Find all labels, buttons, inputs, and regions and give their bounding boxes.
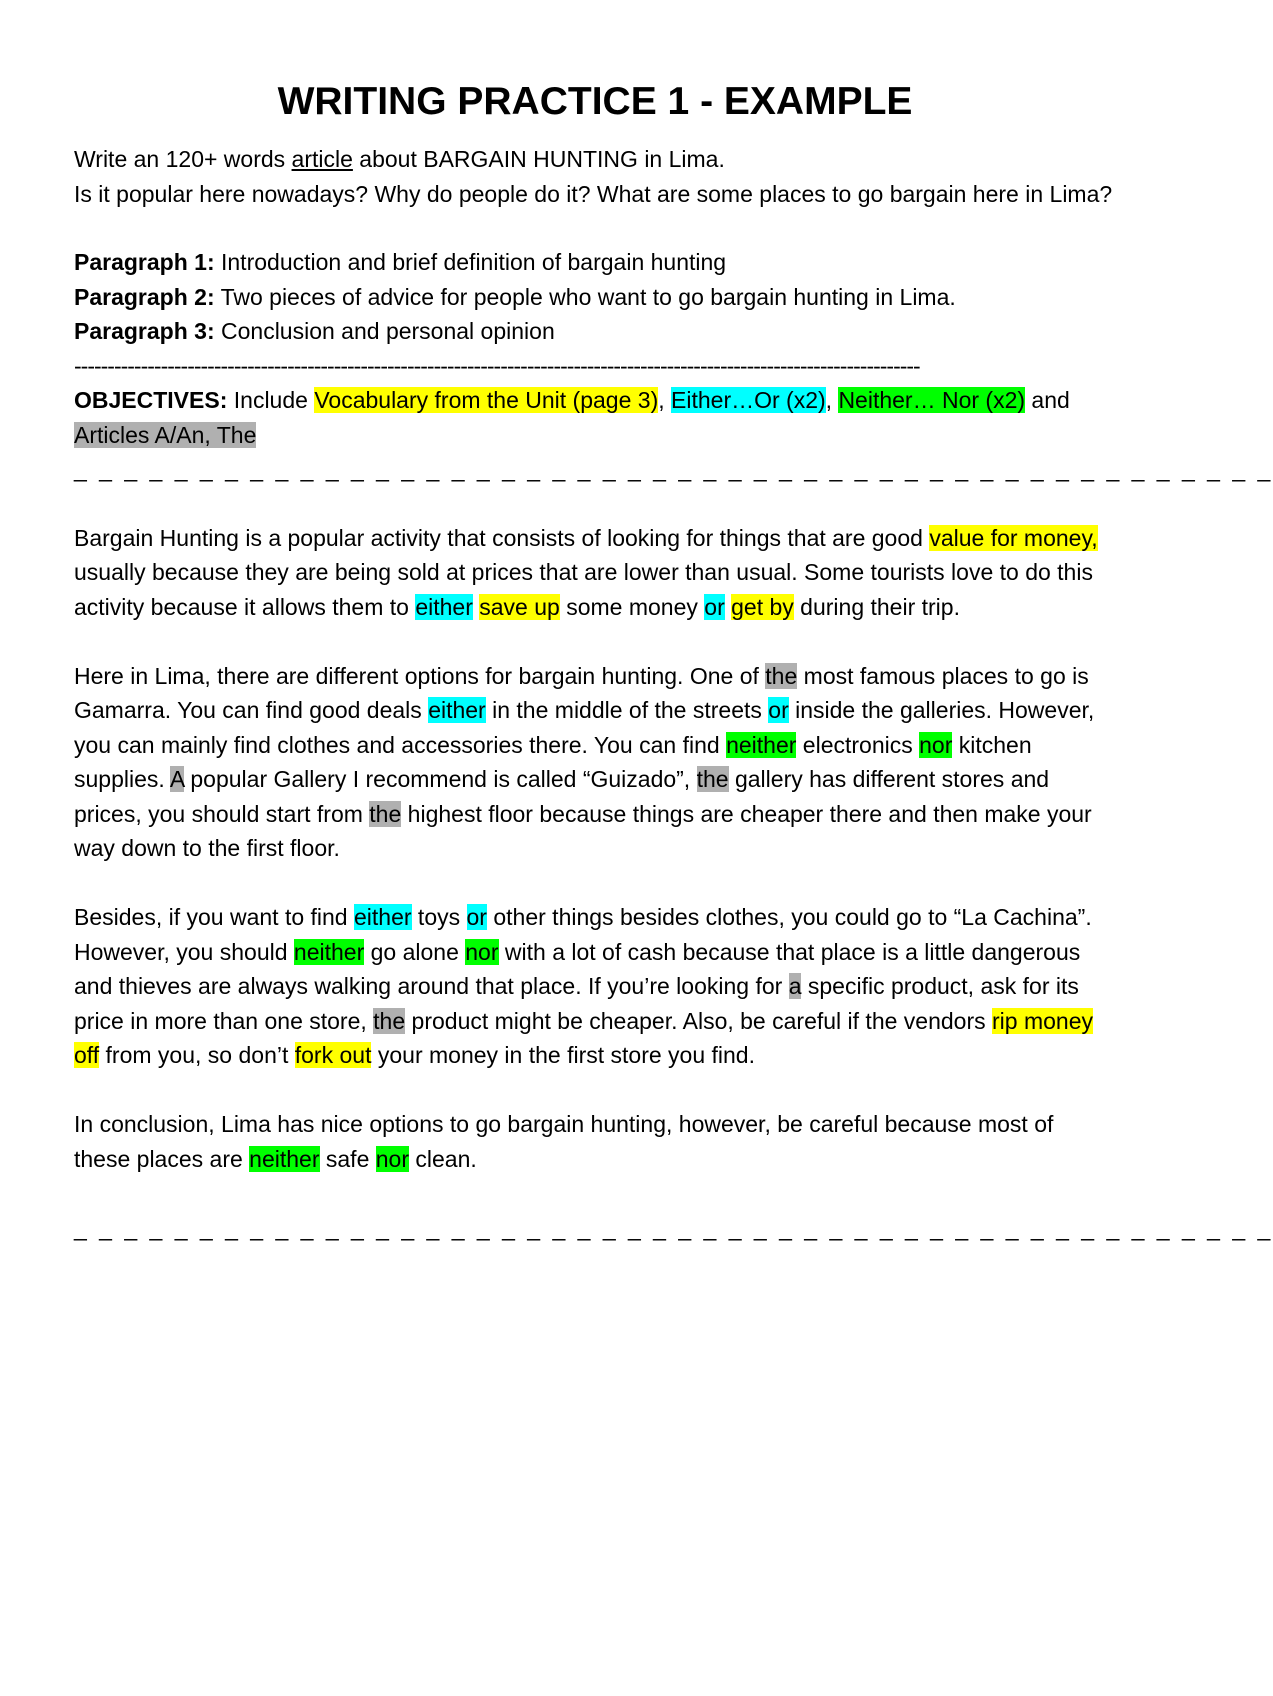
highlight-either-or: either: [354, 904, 412, 930]
outline-paragraph-3: [74, 314, 1116, 349]
objectives: [74, 383, 1116, 452]
text: popular Gallery I recommend is called “Guizado”,: [183, 766, 697, 792]
highlight-vocabulary: save up: [479, 593, 560, 620]
highlight-either-or: Either…Or (x2): [671, 387, 826, 413]
text: Besides, if you want to find: [74, 904, 354, 930]
essay-paragraph-4: [74, 1107, 1116, 1176]
text: product might be cheaper. Also, be careful if the vendors: [405, 1007, 993, 1034]
highlight-article: the: [369, 800, 402, 827]
highlight-vocabulary: fork out: [294, 1042, 372, 1068]
text: In conclusion, Lima has nice options to go bargain hunting, however, be careful because most of these places are: [74, 1111, 1054, 1172]
objectives-text: ,: [658, 387, 672, 413]
text: safe: [319, 1145, 376, 1172]
highlight-neither-nor: nor: [919, 731, 953, 758]
text: gallery has different stores and prices, you should start from: [74, 766, 1050, 827]
text: toys: [411, 904, 467, 930]
highlight-either-or: either: [415, 593, 473, 620]
essay-paragraph-2: [74, 659, 1116, 866]
text: inside the galleries. However, you can mainly find clothes and accessories there. You can find: [74, 697, 1095, 758]
highlight-either-or: or: [466, 904, 487, 930]
text: go alone: [364, 938, 466, 965]
dashed-separator: -------------------------------------------------------------------------------------------------------------------------------: [74, 352, 920, 379]
highlight-article: a: [788, 973, 802, 999]
highlight-neither-nor: neither: [726, 731, 797, 758]
outline-label: Paragraph 3:: [74, 318, 215, 344]
outline-text: Two pieces of advice for people who want to go bargain hunting in Lima.: [214, 283, 956, 310]
highlight-neither-nor: nor: [465, 938, 499, 965]
prompt-questions: Is it popular here nowadays? Why do people do it? What are some places to go bargain here in Lima?: [74, 180, 1113, 207]
outline-paragraph-1: [74, 245, 1116, 280]
text: during their trip.: [793, 593, 960, 620]
highlight-neither-nor: nor: [375, 1145, 410, 1172]
prompt-text: about BARGAIN HUNTING in Lima.: [352, 146, 725, 172]
objectives-text: ,: [825, 387, 839, 413]
prompt-line-1: [74, 142, 1116, 177]
highlight-vocabulary: rip money off: [74, 1007, 1093, 1068]
highlight-either-or: or: [768, 697, 789, 723]
objectives-text: and: [1025, 387, 1070, 413]
highlight-vocabulary: Vocabulary from the Unit (page 3): [314, 387, 659, 413]
text: most famous places to go is Gamarra. You can find good deals: [74, 662, 1089, 723]
page-title: WRITING PRACTICE 1 - EXAMPLE: [277, 80, 913, 123]
text: Here in Lima, there are different options for bargain hunting. One of: [74, 662, 766, 689]
underscore-separator-bottom: _ _ _ _ _ _ _ _ _ _ _ _ _ _ _ _ _ _ _ _ _ _ _ _ _ _ _ _ _ _ _ _ _ _ _ _ _ _ _ _ _ _ _ _ _ _ _ _: [74, 1214, 1273, 1241]
prompt-underlined-word: article: [291, 146, 353, 172]
text: usually because they are being sold at prices that are lower than usual. Some tourists love to do this activity because it allows them to: [74, 559, 1093, 620]
outline-label: Paragraph 2:: [74, 283, 215, 310]
highlight-neither-nor: neither: [249, 1145, 320, 1172]
highlight-article: the: [373, 1007, 406, 1034]
outline-paragraph-2: [74, 280, 1116, 315]
paragraph-outline: [74, 245, 1273, 487]
highlight-article: A: [169, 766, 184, 792]
outline-label: Paragraph 1:: [74, 249, 215, 275]
highlight-article: the: [765, 662, 798, 689]
highlight-vocabulary: value for money,: [929, 524, 1098, 551]
text: clean.: [409, 1145, 477, 1172]
text: kitchen supplies.: [74, 731, 1032, 792]
text: specific product, ask for its price in more than one store,: [74, 973, 1079, 1034]
writing-prompt: [74, 142, 1116, 211]
highlight-neither-nor: Neither… Nor (x2): [838, 387, 1026, 413]
text: highest floor because things are cheaper there and then make your way down to the first floor.: [74, 800, 1092, 861]
text: from you, so don’t: [99, 1042, 295, 1068]
text: with a lot of cash because that place is a little dangerous and thieves are always walking around that place. If you’re looking for: [74, 938, 1081, 999]
highlight-neither-nor: neither: [293, 938, 365, 965]
highlight-articles: Articles A/An, The: [74, 421, 257, 448]
highlight-vocabulary: get by: [731, 593, 794, 620]
text: electronics: [796, 731, 920, 758]
text: some money: [559, 593, 705, 620]
objectives-label: OBJECTIVES:: [74, 387, 228, 413]
essay-paragraph-1: [74, 521, 1116, 625]
underscore-separator: _ _ _ _ _ _ _ _ _ _ _ _ _ _ _ _ _ _ _ _ _ _ _ _ _ _ _ _ _ _ _ _ _ _ _ _ _ _ _ _ _ _ _ _ _ _ _ _: [74, 456, 1273, 482]
text: other things besides clothes, you could go to “La Cachina”. However, you should: [74, 904, 1092, 965]
objectives-text: Include: [227, 387, 315, 413]
text: your money in the first store you find.: [371, 1042, 755, 1068]
text: Bargain Hunting is a popular activity that consists of looking for things that are good: [74, 524, 930, 551]
outline-text: Conclusion and personal opinion: [214, 318, 555, 344]
essay-paragraph-3: [74, 900, 1116, 1073]
prompt-text: Write an 120+ words: [74, 146, 292, 172]
highlight-either-or: or: [704, 593, 725, 620]
text: in the middle of the streets: [485, 697, 769, 723]
highlight-either-or: either: [428, 697, 486, 723]
essay: [74, 521, 1273, 1246]
outline-text: Introduction and brief definition of bargain hunting: [214, 249, 727, 275]
highlight-article: the: [696, 766, 729, 792]
